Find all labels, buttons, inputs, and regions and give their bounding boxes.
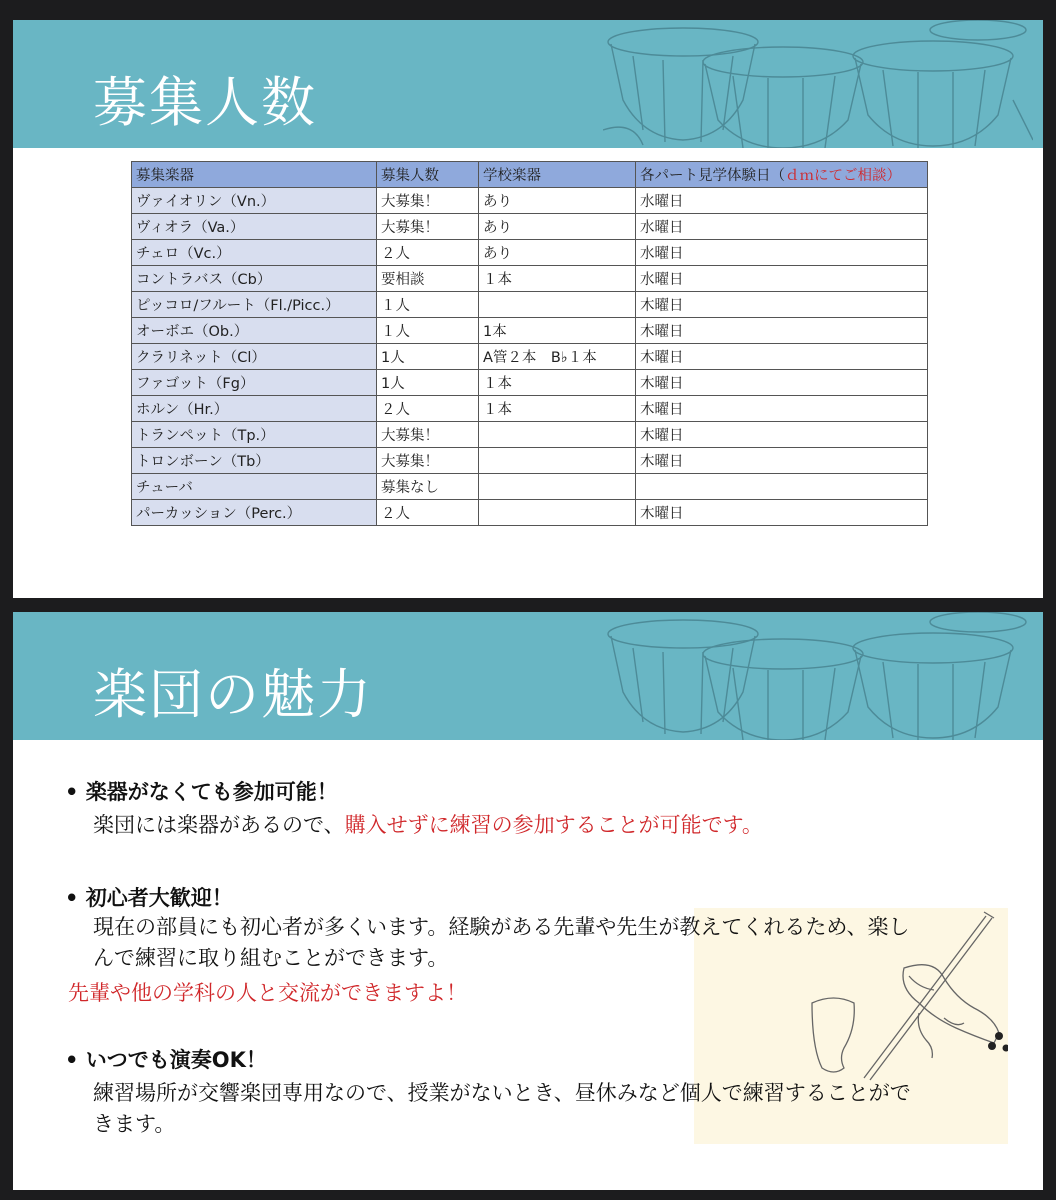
feature-body-2-highlight: 先輩や他の学科の人と交流ができますよ！ [68,981,467,1005]
feature-body-3-text: 練習場所が交響楽団専用なので、授業がないとき、昼休みなど個人で練習することができます。 [93,1081,911,1136]
cell-instrument: パーカッション（Perc.） [132,500,377,526]
cell-trial-day: 木曜日 [636,448,928,474]
cell-school-instrument [479,422,636,448]
header-count: 募集人数 [377,162,479,188]
cell-count: 1人 [377,370,479,396]
table-row [132,396,928,422]
cell-count: 大募集！ [377,188,479,214]
cell-school-instrument [479,500,636,526]
cell-trial-day: 木曜日 [636,422,928,448]
cell-school-instrument: １本 [479,266,636,292]
cell-school-instrument [479,474,636,500]
header-school-instrument: 学校楽器 [479,162,636,188]
cell-school-instrument [479,292,636,318]
cell-instrument: チェロ（Vc.） [132,240,377,266]
header-trial-day [636,162,928,188]
cell-count: ２人 [377,396,479,422]
cell-count: 大募集！ [377,422,479,448]
cell-instrument: クラリネット（Cl） [132,344,377,370]
table-row [132,318,928,344]
cell-school-instrument: あり [479,188,636,214]
cell-trial-day: 水曜日 [636,188,928,214]
cell-school-instrument: １本 [479,370,636,396]
cell-instrument: チューバ [132,474,377,500]
cell-instrument: ホルン（Hr.） [132,396,377,422]
feature-heading-1: • 楽器がなくても参加可能！ [65,780,338,804]
cell-count: ２人 [377,500,479,526]
timpani-illustration [603,612,1033,740]
cell-count: 募集なし [377,474,479,500]
table-row [132,500,928,526]
feature-body-3 [68,1078,928,1140]
cell-school-instrument: A管２本 B♭１本 [479,344,636,370]
title-banner [13,612,1043,740]
feature-body-2-text: 現在の部員にも初心者が多くいます。経験がある先輩や先生が教えてくれるため、楽しんで練習に取り組むことができます。 [93,915,910,970]
cell-trial-day: 水曜日 [636,240,928,266]
table-row [132,188,928,214]
timpani-illustration [603,20,1033,148]
feature-heading-2: • 初心者大歓迎！ [65,886,233,910]
cell-instrument: トランペット（Tp.） [132,422,377,448]
cell-instrument: ピッコロ/フルート（Fl./Picc.） [132,292,377,318]
table-row [132,240,928,266]
cell-instrument: ファゴット（Fg） [132,370,377,396]
cell-instrument: ヴァイオリン（Vn.） [132,188,377,214]
table-row [132,292,928,318]
cell-school-instrument: 1本 [479,318,636,344]
table-row [132,266,928,292]
table-row [132,422,928,448]
cell-trial-day [636,474,928,500]
cell-school-instrument [479,448,636,474]
cell-trial-day: 木曜日 [636,396,928,422]
cell-trial-day: 水曜日 [636,214,928,240]
table-header-row [132,162,928,188]
header-instrument: 募集楽器 [132,162,377,188]
cell-school-instrument: あり [479,240,636,266]
cell-school-instrument: あり [479,214,636,240]
feature-heading-3: • いつでも演奏OK！ [65,1048,267,1072]
table-row [132,214,928,240]
table-row [132,474,928,500]
header-dm-note: ｄｍにてご相談） [785,168,901,184]
title-banner [13,20,1043,148]
table-row [132,370,928,396]
cell-instrument: トロンボーン（Tb） [132,448,377,474]
cell-trial-day: 木曜日 [636,292,928,318]
cell-instrument: オーボエ（Ob.） [132,318,377,344]
table-row [132,448,928,474]
recruitment-table [131,161,928,526]
slide-appeal [13,612,1043,1190]
cell-instrument: ヴィオラ（Va.） [132,214,377,240]
cell-trial-day: 木曜日 [636,318,928,344]
cell-trial-day: 木曜日 [636,500,928,526]
cell-count: １人 [377,318,479,344]
cell-school-instrument: １本 [479,396,636,422]
cell-count: 1人 [377,344,479,370]
cell-count: 大募集！ [377,448,479,474]
header-trial-day-label: 各パート見学体験日（ [640,168,785,184]
slide-recruitment [13,20,1043,598]
cell-instrument: コントラバス（Cb） [132,266,377,292]
cell-count: ２人 [377,240,479,266]
feature-body-1-highlight: 購入せずに練習の参加することが可能です。 [344,813,763,837]
cell-count: 要相談 [377,266,479,292]
slide-title: 募集人数 [93,71,317,134]
table-row [132,344,928,370]
feature-body-1-text: 楽団には楽器があるので、 [93,813,345,837]
feature-body-1 [68,810,928,841]
cell-trial-day: 木曜日 [636,344,928,370]
cell-count: 大募集！ [377,214,479,240]
cell-count: １人 [377,292,479,318]
cell-trial-day: 水曜日 [636,266,928,292]
slide-title: 楽団の魅力 [93,663,373,726]
cell-trial-day: 木曜日 [636,370,928,396]
feature-body-2 [68,912,928,1009]
